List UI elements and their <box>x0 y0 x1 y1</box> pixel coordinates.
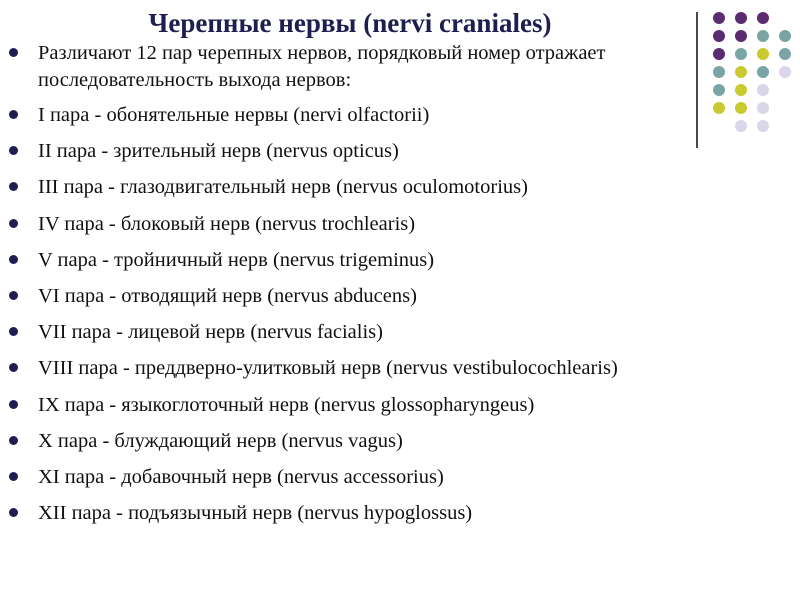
list-item <box>0 138 800 165</box>
list-item <box>0 174 800 201</box>
list-item <box>0 464 800 491</box>
bullet-icon <box>9 219 18 228</box>
slide-title: Черепные нервы (nervi craniales) <box>148 8 552 38</box>
list-item <box>0 428 800 455</box>
bullet-icon <box>9 472 18 481</box>
list-item <box>0 102 800 129</box>
list-item <box>0 500 800 527</box>
bullet-icon <box>9 436 18 445</box>
bullet-icon <box>9 291 18 300</box>
list-item-text: VI пара - отводящий нерв (nervus abducens) <box>38 284 417 307</box>
list-item-text: XI пара - добавочный нерв (nervus accessorius) <box>38 465 444 488</box>
list-item-text: I пара - обонятельные нервы (nervi olfactorii) <box>38 104 430 126</box>
bullet-icon <box>9 363 18 372</box>
list-item-text: IX пара - языкоглоточный нерв (nervus glossopharyngeus) <box>38 393 535 416</box>
list-item-text: III пара - глазодвигательный нерв (nervus oculomotorius) <box>38 176 528 199</box>
bullet-icon <box>9 400 18 409</box>
list-item <box>0 247 800 274</box>
decor-dot <box>757 12 769 24</box>
bullet-list <box>0 40 800 536</box>
list-item-text: II пара - зрительный нерв (nervus opticus) <box>38 140 399 163</box>
list-item <box>0 355 800 382</box>
bullet-icon <box>9 110 18 119</box>
bullet-icon <box>9 182 18 191</box>
list-item-text: XII пара - подъязычный нерв (nervus hypoglossus) <box>38 502 473 525</box>
decor-dot <box>713 12 725 24</box>
list-item <box>0 319 800 346</box>
list-item-text: VII пара - лицевой нерв (nervus facialis) <box>38 321 383 344</box>
bullet-icon <box>9 327 18 336</box>
intro-text-line2: последовательность выхода нервов: <box>38 69 352 91</box>
bullet-icon <box>9 255 18 264</box>
list-item <box>0 211 800 238</box>
list-item <box>0 392 800 419</box>
list-item-text: X пара - блуждающий нерв (nervus vagus) <box>38 429 403 452</box>
bullet-icon <box>9 508 18 517</box>
list-item-intro <box>0 40 800 94</box>
list-item-text: VIII пара - преддверно-улитковый нерв (nervus vestibulocochlearis) <box>38 357 618 380</box>
bullet-icon <box>9 48 18 57</box>
list-item-text: IV пара - блоковый нерв (nervus trochlearis) <box>38 212 416 235</box>
bullet-icon <box>9 146 18 155</box>
list-item <box>0 283 800 310</box>
intro-text-line1: Различают 12 пар черепных нервов, порядковый номер отражает <box>38 42 606 64</box>
decor-dot <box>735 12 747 24</box>
list-item-text: V пара - тройничный нерв (nervus trigeminus) <box>38 248 435 271</box>
